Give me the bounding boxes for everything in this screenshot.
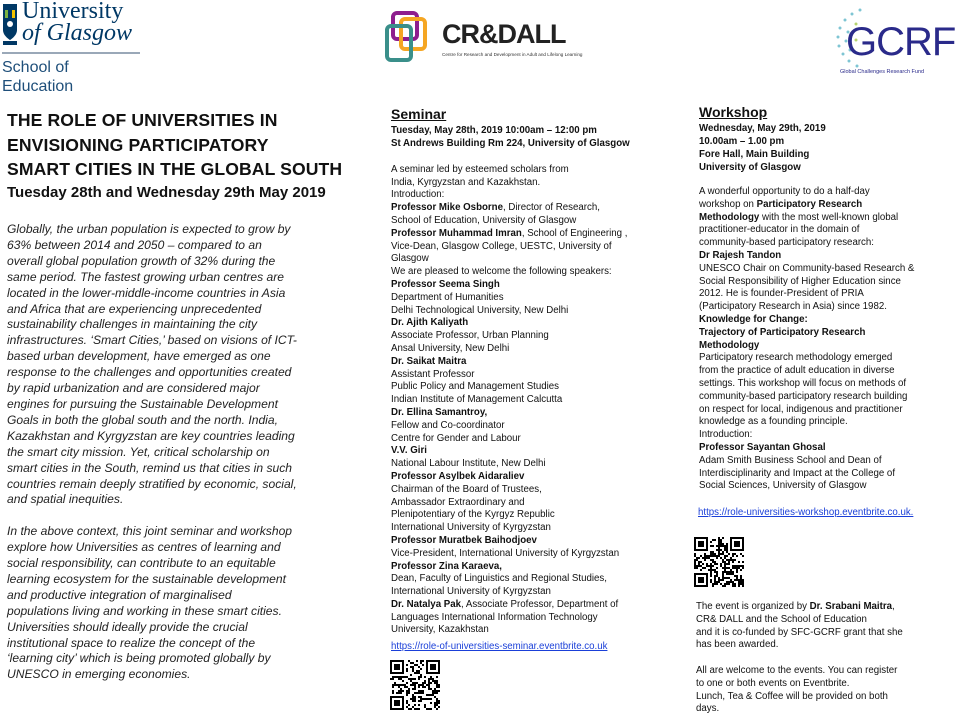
text: ‘learning city’ which is being promoted globally by: [7, 651, 271, 666]
text-line: [696, 703, 903, 716]
text: Department of Humanities: [391, 291, 504, 303]
text-line: [699, 480, 914, 493]
bold-text: Professor Muhammad Imran: [391, 227, 522, 239]
text-line: [7, 508, 297, 524]
text: CR& DALL and the School of Education: [696, 613, 867, 625]
bold-text: Dr. Natalya Pak: [391, 598, 462, 610]
text-line: [696, 652, 903, 665]
text: Goals in both the global south and the north. India,: [7, 412, 278, 427]
text: Vice-Dean, Glasgow College, UESTC, University of: [391, 240, 612, 252]
workshop-university: University of Glasgow: [699, 162, 801, 173]
text: Globally, the urban population is expected to grow by: [7, 222, 291, 236]
bold-text: Dr. Ellina Samantroy,: [391, 406, 488, 418]
text: We are pleased to welcome the following speakers:: [391, 266, 612, 278]
text: The event is organized by: [696, 601, 810, 612]
text-line: [391, 202, 627, 215]
workshop-body: [699, 186, 914, 493]
workshop-info: [699, 122, 826, 174]
crdall-subtitle: Centre for Research and Development in Adult and Lifelong Learning: [442, 52, 583, 57]
text-line: [391, 356, 627, 369]
text: and productive integration of marginalised: [7, 587, 232, 602]
text: community-based participatory research:: [699, 237, 874, 249]
text-line: [7, 270, 297, 286]
text: workshop on: [699, 198, 757, 210]
text-line: [7, 302, 297, 318]
text-line: [391, 471, 627, 484]
text: Associate Professor, Urban Planning: [391, 330, 549, 342]
text: based urban development, have emerged as one: [7, 349, 271, 364]
text: Languages International Information Technology: [391, 611, 598, 623]
text-line: [699, 276, 914, 289]
workshop-venue: Fore Hall, Main Building: [699, 149, 810, 160]
text: UNESCO Chair on Community-based Research &: [699, 262, 915, 274]
text-line: [696, 678, 903, 691]
text-line: [699, 352, 914, 365]
text-line: [391, 189, 627, 202]
bold-text: Dr. Ajith Kaliyath: [391, 317, 469, 329]
text-line: [391, 241, 627, 254]
text-line: [699, 288, 914, 301]
uofg-wordmark-line2: of Glasgow: [22, 20, 133, 46]
text-line: [7, 492, 297, 508]
text-line: [696, 691, 903, 704]
text: Chairman of the Board of Trustees,: [391, 483, 542, 495]
text: , Associate Professor, Department of: [461, 598, 619, 610]
text: populations living and working in these smart cities.: [7, 603, 282, 618]
text-line: [699, 224, 914, 237]
text: Assistant Professor: [391, 368, 475, 380]
text-line: [696, 639, 903, 652]
text: All are welcome to the events. You can register: [696, 664, 898, 676]
text-line: [391, 369, 627, 382]
workshop-date: Wednesday, May 29th, 2019: [699, 123, 826, 134]
text: to one or both events on Eventbrite.: [696, 677, 850, 689]
text: A wonderful opportunity to do a half-day: [699, 186, 870, 197]
text: smart cities in the South, remind us that cities in such: [7, 460, 293, 475]
crdall-logo: [385, 10, 645, 65]
text-line: [391, 484, 627, 497]
text-line: [699, 391, 914, 404]
text: on respect for local, indigenous and practitioner: [699, 403, 903, 415]
text-line: [7, 445, 297, 461]
text-line: [391, 624, 627, 637]
bold-text: Professor Sayantan Ghosal: [699, 441, 826, 453]
text-line: [7, 651, 297, 667]
logo-divider: [2, 52, 140, 54]
text: social responsibility, can contribute to an equitable: [7, 556, 276, 571]
text-line: [391, 343, 627, 356]
text-line: [699, 455, 914, 468]
text: ,: [892, 601, 895, 612]
bold-text: Knowledge for Change:: [699, 313, 808, 325]
text-line: [391, 266, 627, 279]
text-line: [696, 627, 903, 640]
text-line: [699, 212, 914, 225]
text: Participatory research methodology emerged: [699, 352, 893, 364]
text-line: [7, 524, 297, 540]
text-line: [699, 378, 914, 391]
text-line: [696, 665, 903, 678]
bold-text: Methodology: [699, 211, 760, 223]
text: learning ecosystem for the sustainable development: [7, 571, 286, 586]
text-line: [7, 620, 297, 636]
text-line: [7, 572, 297, 588]
text-line: [7, 381, 297, 397]
text-line: [7, 667, 297, 683]
uofg-wordmark-line1: University: [22, 0, 124, 24]
text-line: [699, 429, 914, 442]
organizer-info: [696, 601, 903, 716]
text-line: [391, 445, 627, 458]
text: Fellow and Co-coordinator: [391, 419, 505, 431]
text: Glasgow: [391, 253, 429, 265]
text-line: [699, 250, 914, 263]
text: Social Responsibility of Higher Education since: [699, 275, 901, 287]
text: engines for pursuing the Sustainable Development: [7, 396, 278, 411]
text-line: [391, 420, 627, 433]
text-line: [699, 468, 914, 481]
text: Delhi Technological University, New Delhi: [391, 304, 569, 316]
gcrf-name: GCRF: [846, 20, 956, 64]
text-line: [699, 327, 914, 340]
text: 63% between 2014 and 2050 – compared to an: [7, 237, 262, 252]
text-line: [7, 254, 297, 270]
text-line: [7, 556, 297, 572]
text: community-based participatory research building: [699, 390, 908, 402]
text-line: [391, 586, 627, 599]
text-line: [391, 458, 627, 471]
text: Universities should ideally provide the crucial: [7, 619, 248, 634]
text: explore how Universities as centres of learning and: [7, 540, 281, 555]
text-line: [7, 477, 297, 493]
workshop-registration-link[interactable]: https://role-universities-workshop.eventbrite.co.uk.: [698, 507, 914, 518]
text-line: [391, 177, 627, 190]
bold-text: Professor Zina Karaeva,: [391, 560, 502, 572]
text: Plenipotentiary of the Kyrgyz Republic: [391, 509, 555, 521]
text-line: [391, 509, 627, 522]
text-line: [7, 333, 297, 349]
text-line: [391, 317, 627, 330]
text: Dean, Faculty of Linguistics and Regional Studies,: [391, 573, 607, 585]
title-line: SMART CITIES IN THE GLOBAL SOUTH: [7, 159, 343, 179]
crdall-squares-icon: [385, 10, 440, 65]
page-title: [7, 108, 342, 182]
text-line: [699, 186, 914, 199]
text-line: [699, 237, 914, 250]
text: by rapid urbanization and are considered major: [7, 381, 260, 396]
text-line: [7, 317, 297, 333]
bold-text: Professor Mike Osborne: [391, 202, 503, 214]
text-line: [391, 612, 627, 625]
text: located in the lower-middle-income countries in Asia: [7, 285, 286, 300]
text-line: [7, 286, 297, 302]
text-line: [7, 429, 297, 445]
text-line: [391, 279, 627, 292]
text: Ansal University, New Delhi: [391, 342, 510, 354]
seminar-registration-link[interactable]: https://role-of-universities-seminar.eventbrite.co.uk: [391, 641, 608, 652]
title-line: THE ROLE OF UNIVERSITIES IN: [7, 110, 278, 130]
text: and Africa that are experiencing unprecedented: [7, 301, 262, 316]
bold-text: Professor Muratbek Baihodjoev: [391, 534, 537, 546]
text-line: [699, 404, 914, 417]
text: settings. This workshop will focus on methods of: [699, 377, 907, 389]
text: International University of Kyrgyzstan: [391, 586, 551, 598]
text: infrastructures. ‘Smart Cities,’ based on visions of ICT-: [7, 333, 297, 348]
text: same period. The fastest growing urban centres are: [7, 269, 284, 284]
text-line: [699, 442, 914, 455]
text-line: [391, 215, 627, 228]
text-line: [391, 407, 627, 420]
text-line: [7, 349, 297, 365]
bold-text: Dr. Saikat Maitra: [391, 355, 467, 367]
bold-text: Professor Asylbek Aidaraliev: [391, 470, 525, 482]
bold-text: Dr. Srabani Maitra: [809, 601, 892, 612]
text: Adam Smith Business School and Dean of: [699, 454, 882, 466]
event-dates: Tuesday 28th and Wednesday 29th May 2019: [7, 184, 326, 201]
text-line: [699, 301, 914, 314]
text-line: [391, 548, 627, 561]
text: Interdisciplinarity and Impact at the College of: [699, 467, 896, 479]
crdall-name: CR&DALL: [442, 19, 566, 49]
bold-text: V.V. Giri: [391, 445, 427, 457]
text-line: [391, 433, 627, 446]
text: Lunch, Tea & Coffee will be provided on both: [696, 690, 888, 702]
text-line: [391, 394, 627, 407]
text: UNESCO in emerging economies.: [7, 667, 191, 682]
text: 2012. He is founder-President of PRIA: [699, 288, 864, 300]
bold-text: Trajectory of Participatory Research: [699, 326, 866, 338]
text: from the practice of adult education in diverse: [699, 365, 895, 377]
intro-text: [7, 222, 297, 683]
seminar-body: [391, 151, 627, 637]
text-line: [7, 636, 297, 652]
text-line: [699, 314, 914, 327]
text: Indian Institute of Management Calcutta: [391, 394, 563, 406]
text: the smart city mission. Yet, critical scholarship on: [7, 444, 270, 459]
text: Introduction:: [699, 429, 753, 441]
text: response to the challenges and opportunities created: [7, 365, 292, 380]
workshop-time: 10.00am – 1.00 pm: [699, 136, 785, 147]
text-line: [7, 222, 297, 238]
text-line: [7, 397, 297, 413]
text-line: [391, 330, 627, 343]
text: International University of Kyrgyzstan: [391, 522, 551, 534]
text-line: [391, 292, 627, 305]
text: countries remain deeply stratified by economic, social,: [7, 476, 297, 491]
text: overall global population growth of 32% during the: [7, 253, 276, 268]
text-line: [699, 263, 914, 276]
text: National Labour Institute, New Delhi: [391, 458, 546, 470]
text-line: [391, 599, 627, 612]
text: Public Policy and Management Studies: [391, 381, 560, 393]
text-line: [391, 164, 627, 177]
text: Vice-President, International University of Kyrgyzstan: [391, 547, 620, 559]
text-line: [391, 151, 627, 164]
school-of-education-line1: School of: [2, 59, 69, 76]
text: , School of Engineering ,: [521, 227, 628, 239]
bold-text: Dr Rajesh Tandon: [699, 249, 782, 261]
text: , Director of Research,: [502, 202, 600, 214]
text-line: [7, 413, 297, 429]
text: Ambassador Extraordinary and: [391, 496, 525, 508]
workshop-heading: Workshop: [699, 104, 768, 120]
text: institutional space to realize the concept of the: [7, 635, 256, 650]
text: with the most well-known global: [759, 211, 899, 223]
text: practitioner-educator in the domain of: [699, 224, 860, 236]
seminar-heading: Seminar: [391, 106, 447, 122]
bold-text: Participatory Research: [756, 198, 863, 210]
text-line: [391, 522, 627, 535]
text: Centre for Gender and Labour: [391, 432, 521, 444]
text-line: [391, 381, 627, 394]
glasgow-crest-icon: [2, 2, 18, 46]
gcrf-subtitle: Global Challenges Research Fund: [840, 69, 925, 75]
text-line: [391, 305, 627, 318]
text: knowledge as a founding principle.: [699, 416, 848, 428]
text: days.: [696, 703, 720, 715]
text-line: [696, 614, 903, 627]
text-line: [699, 365, 914, 378]
university-of-glasgow-logo: [2, 2, 142, 97]
text: and spatial inequities.: [7, 492, 124, 507]
text-line: [391, 573, 627, 586]
text-line: [391, 561, 627, 574]
text: University, Kazakhstan: [391, 624, 489, 636]
text: Kazakhstan and Kyrgyzstan are key countries leading: [7, 428, 295, 443]
seminar-location: St Andrews Building Rm 224, University of Glasgow: [391, 138, 630, 149]
text: and it is co-funded by SFC-GCRF grant that she: [696, 626, 903, 638]
school-of-education-line2: Education: [2, 78, 74, 95]
text: In the above context, this joint seminar and workshop: [7, 524, 293, 539]
text: has been awarded.: [696, 639, 779, 651]
bold-text: Methodology: [699, 339, 760, 351]
workshop-qr-code[interactable]: [694, 537, 744, 587]
title-line: ENVISIONING PARTICIPATORY: [7, 134, 269, 155]
text: sustainability challenges in maintaining the city: [7, 317, 258, 332]
text-line: [696, 601, 903, 614]
text-line: [7, 588, 297, 604]
text-line: [391, 535, 627, 548]
gcrf-logo: [830, 4, 960, 79]
text-line: [7, 461, 297, 477]
text: A seminar led by esteemed scholars from: [391, 163, 569, 175]
text-line: [699, 199, 914, 212]
bold-text: Professor Seema Singh: [391, 278, 500, 290]
text-line: [699, 416, 914, 429]
text-line: [391, 497, 627, 510]
seminar-qr-code[interactable]: [390, 660, 440, 710]
seminar-date: Tuesday, May 28th, 2019 10:00am – 12:00 pm: [391, 125, 597, 136]
text-line: [7, 238, 297, 254]
text-line: [391, 228, 627, 241]
text: Social Sciences, University of Glasgow: [699, 480, 867, 492]
text: Introduction:: [391, 189, 445, 201]
text-line: [7, 540, 297, 556]
text-line: [7, 604, 297, 620]
text: (Participatory Research in Asia) since 1982.: [699, 301, 887, 313]
text-line: [7, 365, 297, 381]
text: India, Kyrgyzstan and Kazakhstan.: [391, 176, 541, 188]
text: School of Education, University of Glasgow: [391, 214, 577, 226]
text-line: [699, 340, 914, 353]
text-line: [391, 253, 627, 266]
